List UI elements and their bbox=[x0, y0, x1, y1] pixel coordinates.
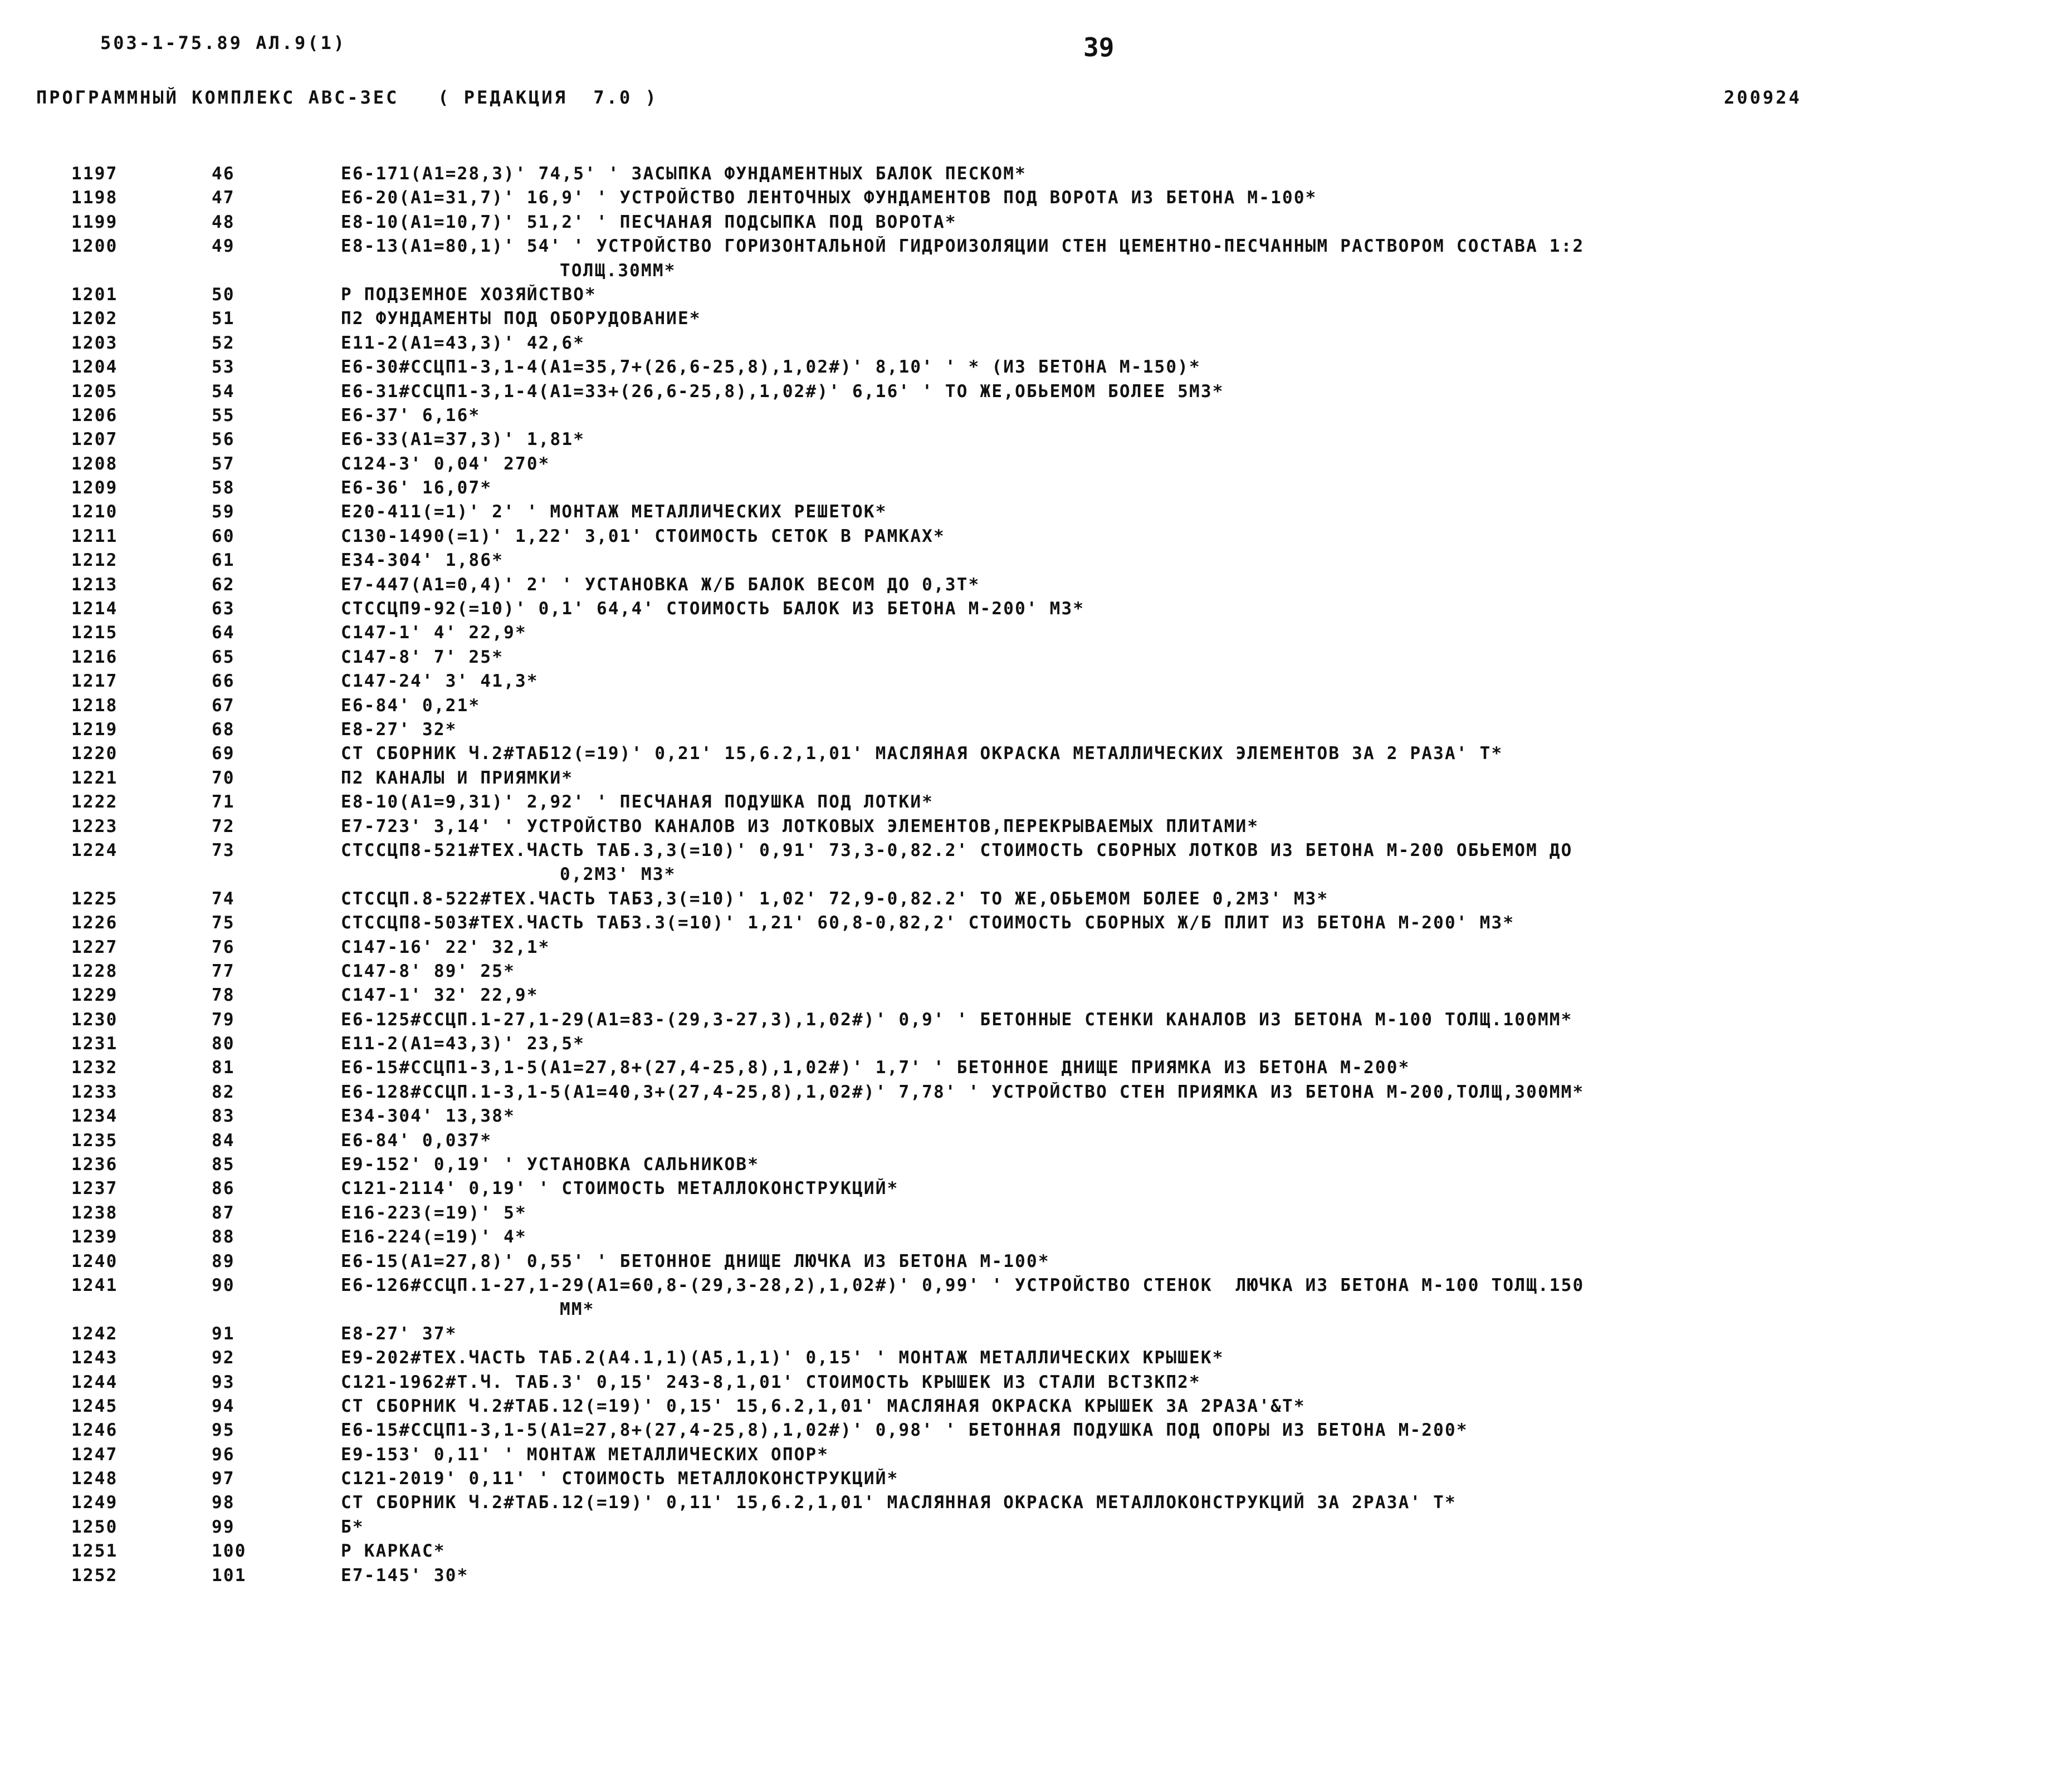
entry-text: С147-1' 4' 22,9* bbox=[341, 623, 527, 643]
listing-row bbox=[0, 1394, 2072, 1418]
entry-text: Е6-171(А1=28,3)' 74,5' ' ЗАСЫПКА ФУНДАМЕНТНЫХ БАЛОК ПЕСКОМ* bbox=[341, 164, 1027, 184]
line-number: 1232 bbox=[71, 1058, 118, 1078]
listing-row bbox=[0, 1490, 2072, 1514]
entry-text: Е6-37' 6,16* bbox=[341, 405, 481, 425]
listing-row bbox=[0, 1152, 2072, 1176]
listing-row bbox=[0, 500, 2072, 523]
line-number: 1197 bbox=[71, 164, 118, 184]
listing-row bbox=[0, 1128, 2072, 1152]
sequence-number: 76 bbox=[212, 937, 235, 957]
line-number: 1235 bbox=[71, 1130, 118, 1151]
line-number: 1246 bbox=[71, 1420, 118, 1441]
sequence-number: 55 bbox=[212, 405, 235, 425]
listing-row bbox=[0, 1176, 2072, 1200]
entry-text: Р ПОДЗЕМНОЕ ХОЗЯЙСТВО* bbox=[341, 284, 597, 305]
listing-row bbox=[0, 1539, 2072, 1563]
entry-text: Е16-223(=19)' 5* bbox=[341, 1202, 527, 1223]
entry-text: Е34-304' 13,38* bbox=[341, 1106, 515, 1127]
listing-row-continuation bbox=[0, 1297, 2072, 1321]
page-number: 39 bbox=[1083, 32, 1115, 62]
line-number: 1244 bbox=[71, 1372, 118, 1392]
entry-text: СТ СБОРНИК Ч.2#ТАБ12(=19)' 0,21' 15,6.2,1,01' МАСЛЯНАЯ ОКРАСКА МЕТАЛЛИЧЕСКИХ ЭЛЕМЕНТОВ ЗА 2 РАЗА' Т* bbox=[341, 743, 1503, 764]
line-number: 1221 bbox=[71, 767, 118, 788]
listing-row bbox=[0, 645, 2072, 669]
line-number: 1222 bbox=[71, 792, 118, 813]
entry-text: П2 КАНАЛЫ И ПРИЯМКИ* bbox=[341, 767, 574, 788]
line-number: 1212 bbox=[71, 550, 118, 571]
sequence-number: 68 bbox=[212, 719, 235, 740]
line-number: 1208 bbox=[71, 453, 118, 474]
listing-row bbox=[0, 911, 2072, 935]
sequence-number: 101 bbox=[212, 1565, 247, 1586]
sequence-number: 97 bbox=[212, 1469, 235, 1489]
sequence-number: 69 bbox=[212, 743, 235, 764]
sequence-number: 84 bbox=[212, 1130, 235, 1151]
listing-row bbox=[0, 1442, 2072, 1466]
entry-text: Е6-15#ССЦП1-3,1-5(А1=27,8+(27,4-25,8),1,02#)' 0,98' ' БЕТОННАЯ ПОДУШКА ПОД ОПОРЫ ИЗ БЕТОНА М-200* bbox=[341, 1420, 1468, 1441]
entry-text: С147-1' 32' 22,9* bbox=[341, 985, 539, 1006]
entry-text: Е8-10(А1=9,31)' 2,92' ' ПЕСЧАНАЯ ПОДУШКА ПОД ЛОТКИ* bbox=[341, 792, 934, 813]
entry-text: Е9-152' 0,19' ' УСТАНОВКА САЛЬНИКОВ* bbox=[341, 1154, 760, 1175]
line-number: 1224 bbox=[71, 840, 118, 860]
sequence-number: 96 bbox=[212, 1444, 235, 1465]
entry-text: С147-8' 7' 25* bbox=[341, 647, 504, 667]
sequence-number: 71 bbox=[212, 792, 235, 813]
listing-row bbox=[0, 814, 2072, 838]
line-number: 1216 bbox=[71, 647, 118, 667]
listing-row bbox=[0, 1515, 2072, 1539]
sequence-number: 77 bbox=[212, 961, 235, 981]
line-number: 1230 bbox=[71, 1009, 118, 1030]
sequence-number: 83 bbox=[212, 1106, 235, 1127]
entry-text: С121-1962#Т.Ч. ТАБ.3' 0,15' 243-8,1,01' СТОИМОСТЬ КРЫШЕК ИЗ СТАЛИ ВСТ3КП2* bbox=[341, 1372, 1201, 1392]
line-number: 1209 bbox=[71, 478, 118, 498]
listing-row-continuation bbox=[0, 862, 2072, 886]
listing-row bbox=[0, 573, 2072, 596]
line-number: 1252 bbox=[71, 1565, 118, 1586]
line-number: 1218 bbox=[71, 695, 118, 716]
sequence-number: 95 bbox=[212, 1420, 235, 1441]
sequence-number: 86 bbox=[212, 1178, 235, 1199]
line-number: 1237 bbox=[71, 1178, 118, 1199]
sequence-number: 88 bbox=[212, 1227, 235, 1247]
entry-text: Е6-36' 16,07* bbox=[341, 478, 492, 498]
listing-row bbox=[0, 1007, 2072, 1031]
entry-continuation-text: ТОЛЩ.30ММ* bbox=[560, 260, 676, 281]
listing-row bbox=[0, 210, 2072, 234]
sequence-number: 67 bbox=[212, 695, 235, 716]
line-number: 1248 bbox=[71, 1469, 118, 1489]
line-number: 1251 bbox=[71, 1541, 118, 1562]
entry-text: Е9-202#ТЕХ.ЧАСТЬ ТАБ.2(А4.1,1)(А5,1,1)' 0,15' ' МОНТАЖ МЕТАЛЛИЧЕСКИХ КРЫШЕК* bbox=[341, 1348, 1224, 1368]
entry-text: Е11-2(А1=43,3)' 42,6* bbox=[341, 332, 585, 353]
entry-text: Е6-15(А1=27,8)' 0,55' ' БЕТОННОЕ ДНИЩЕ ЛЮЧКА ИЗ БЕТОНА М-100* bbox=[341, 1251, 1050, 1271]
listing-row bbox=[0, 1225, 2072, 1249]
listing-row bbox=[0, 1563, 2072, 1587]
sequence-number: 85 bbox=[212, 1154, 235, 1175]
line-number: 1242 bbox=[71, 1323, 118, 1344]
listing-row bbox=[0, 935, 2072, 959]
entry-text: Е6-128#ССЦП.1-3,1-5(А1=40,3+(27,4-25,8),1,02#)' 7,78' ' УСТРОЙСТВО СТЕН ПРИЯМКА ИЗ БЕТОНА М-200,ТОЛЩ,300ММ* bbox=[341, 1082, 1585, 1102]
sequence-number: 62 bbox=[212, 574, 235, 595]
listing-row bbox=[0, 1418, 2072, 1442]
entry-text: Е16-224(=19)' 4* bbox=[341, 1227, 527, 1247]
entry-text: С130-1490(=1)' 1,22' 3,01' СТОИМОСТЬ СЕТОК В РАМКАХ* bbox=[341, 526, 945, 546]
entry-continuation-text: ММ* bbox=[560, 1299, 595, 1320]
listing-row bbox=[0, 355, 2072, 379]
entry-text: Е8-27' 32* bbox=[341, 719, 457, 740]
listing-row bbox=[0, 766, 2072, 790]
entry-text: СТССЦП8-503#ТЕХ.ЧАСТЬ ТАБ3.3(=10)' 1,21' 60,8-0,82,2' СТОИМОСТЬ СБОРНЫХ Ж/Б ПЛИТ ИЗ БЕТОНА М-200' М3* bbox=[341, 913, 1515, 933]
entry-text: Е8-10(А1=10,7)' 51,2' ' ПЕСЧАНАЯ ПОДСЫПКА ПОД ВОРОТА* bbox=[341, 212, 957, 232]
line-number: 1207 bbox=[71, 429, 118, 450]
entry-text: СТ СБОРНИК Ч.2#ТАБ.12(=19)' 0,11' 15,6.2,1,01' МАСЛЯННАЯ ОКРАСКА МЕТАЛЛОКОНСТРУКЦИЙ ЗА 2РАЗА' Т* bbox=[341, 1493, 1457, 1513]
line-number: 1236 bbox=[71, 1154, 118, 1175]
sequence-number: 58 bbox=[212, 478, 235, 498]
entry-text: Е34-304' 1,86* bbox=[341, 550, 504, 571]
line-number: 1240 bbox=[71, 1251, 118, 1271]
entry-text: Е6-125#ССЦП.1-27,1-29(А1=83-(29,3-27,3),1,02#)' 0,9' ' БЕТОННЫЕ СТЕНКИ КАНАЛОВ ИЗ БЕТОНА М-100 ТОЛЩ.100ММ* bbox=[341, 1009, 1573, 1030]
entry-text: Е6-30#ССЦП1-3,1-4(А1=35,7+(26,6-25,8),1,02#)' 8,10' ' * (ИЗ БЕТОНА М-150)* bbox=[341, 357, 1201, 378]
listing-row bbox=[0, 1249, 2072, 1273]
sequence-number: 54 bbox=[212, 381, 235, 402]
entry-text: Е7-145' 30* bbox=[341, 1565, 469, 1586]
entry-text: С147-8' 89' 25* bbox=[341, 961, 515, 981]
listing-row bbox=[0, 1370, 2072, 1394]
line-number: 1234 bbox=[71, 1106, 118, 1127]
listing-row bbox=[0, 838, 2072, 862]
listing-row bbox=[0, 427, 2072, 451]
sequence-number: 48 bbox=[212, 212, 235, 232]
document-code: 503-1-75.89 АЛ.9(1) bbox=[100, 32, 347, 53]
line-number: 1229 bbox=[71, 985, 118, 1006]
entry-continuation-text: 0,2М3' М3* bbox=[560, 864, 676, 885]
listing-row bbox=[0, 983, 2072, 1007]
listing-row bbox=[0, 620, 2072, 644]
line-number: 1228 bbox=[71, 961, 118, 981]
listing-row bbox=[0, 162, 2072, 185]
entry-text: Е6-31#ССЦП1-3,1-4(А1=33+(26,6-25,8),1,02#)' 6,16' ' ТО ЖЕ,ОБЬЕМОМ БОЛЕЕ 5М3* bbox=[341, 381, 1224, 402]
line-number: 1213 bbox=[71, 574, 118, 595]
sequence-number: 49 bbox=[212, 236, 235, 257]
listing-row bbox=[0, 234, 2072, 258]
sequence-number: 65 bbox=[212, 647, 235, 667]
sequence-number: 52 bbox=[212, 332, 235, 353]
sequence-number: 92 bbox=[212, 1348, 235, 1368]
line-number: 1206 bbox=[71, 405, 118, 425]
listing-row bbox=[0, 887, 2072, 911]
sequence-number: 90 bbox=[212, 1275, 235, 1295]
line-number: 1233 bbox=[71, 1082, 118, 1102]
entry-text: Е7-447(А1=0,4)' 2' ' УСТАНОВКА Ж/Б БАЛОК ВЕСОМ ДО 0,3Т* bbox=[341, 574, 980, 595]
listing-row bbox=[0, 403, 2072, 427]
listing-row bbox=[0, 669, 2072, 693]
listing-row bbox=[0, 1104, 2072, 1128]
sequence-number: 80 bbox=[212, 1034, 235, 1054]
sequence-number: 87 bbox=[212, 1202, 235, 1223]
sequence-number: 59 bbox=[212, 502, 235, 522]
listing-row bbox=[0, 524, 2072, 548]
entry-text: П2 ФУНДАМЕНТЫ ПОД ОБОРУДОВАНИЕ* bbox=[341, 309, 701, 329]
listing-row bbox=[0, 790, 2072, 814]
sequence-number: 93 bbox=[212, 1372, 235, 1392]
listing-row bbox=[0, 548, 2072, 572]
line-number: 1217 bbox=[71, 671, 118, 692]
sequence-number: 61 bbox=[212, 550, 235, 571]
listing-row bbox=[0, 282, 2072, 306]
line-number: 1227 bbox=[71, 937, 118, 957]
listing-row bbox=[0, 331, 2072, 355]
entry-text: СТССЦП9-92(=10)' 0,1' 64,4' СТОИМОСТЬ БАЛОК ИЗ БЕТОНА М-200' М3* bbox=[341, 599, 1085, 619]
listing-row-continuation bbox=[0, 258, 2072, 282]
entry-text: Е8-27' 37* bbox=[341, 1323, 457, 1344]
sequence-number: 94 bbox=[212, 1396, 235, 1416]
sequence-number: 53 bbox=[212, 357, 235, 378]
listing-row bbox=[0, 1322, 2072, 1346]
sequence-number: 51 bbox=[212, 309, 235, 329]
sequence-number: 60 bbox=[212, 526, 235, 546]
entry-text: С147-16' 22' 32,1* bbox=[341, 937, 550, 957]
sequence-number: 56 bbox=[212, 429, 235, 450]
entry-text: СТССЦП.8-522#ТЕХ.ЧАСТЬ ТАБ3,3(=10)' 1,02' 72,9-0,82.2' ТО ЖЕ,ОБЬЕМОМ БОЛЕЕ 0,2М3' М3* bbox=[341, 888, 1329, 909]
entry-text: Е6-33(А1=37,3)' 1,81* bbox=[341, 429, 585, 450]
sequence-number: 78 bbox=[212, 985, 235, 1006]
listing-row bbox=[0, 717, 2072, 741]
sequence-number: 64 bbox=[212, 623, 235, 643]
line-number: 1205 bbox=[71, 381, 118, 402]
line-number: 1238 bbox=[71, 1202, 118, 1223]
line-number: 1239 bbox=[71, 1227, 118, 1247]
sequence-number: 63 bbox=[212, 599, 235, 619]
entry-text: Е9-153' 0,11' ' МОНТАЖ МЕТАЛЛИЧЕСКИХ ОПОР* bbox=[341, 1444, 829, 1465]
entry-text: Е20-411(=1)' 2' ' МОНТАЖ МЕТАЛЛИЧЕСКИХ РЕШЕТОК* bbox=[341, 502, 887, 522]
line-number: 1250 bbox=[71, 1516, 118, 1537]
sequence-number: 72 bbox=[212, 816, 235, 836]
entry-text: С124-3' 0,04' 270* bbox=[341, 453, 550, 474]
listing-row bbox=[0, 185, 2072, 209]
line-number: 1214 bbox=[71, 599, 118, 619]
listing-row bbox=[0, 1273, 2072, 1297]
listing-row bbox=[0, 959, 2072, 983]
listing-row bbox=[0, 476, 2072, 500]
line-number: 1202 bbox=[71, 309, 118, 329]
sequence-number: 99 bbox=[212, 1516, 235, 1537]
sequence-number: 75 bbox=[212, 913, 235, 933]
run-id: 200924 bbox=[1724, 87, 1802, 108]
line-number: 1201 bbox=[71, 284, 118, 305]
listing-row bbox=[0, 306, 2072, 330]
line-number: 1215 bbox=[71, 623, 118, 643]
sequence-number: 100 bbox=[212, 1541, 247, 1562]
listing-row bbox=[0, 596, 2072, 620]
line-number: 1225 bbox=[71, 888, 118, 909]
line-number: 1203 bbox=[71, 332, 118, 353]
line-number: 1204 bbox=[71, 357, 118, 378]
listing-row bbox=[0, 741, 2072, 765]
sequence-number: 79 bbox=[212, 1009, 235, 1030]
line-number: 1219 bbox=[71, 719, 118, 740]
entry-text: С121-2114' 0,19' ' СТОИМОСТЬ МЕТАЛЛОКОНСТРУКЦИЙ* bbox=[341, 1178, 899, 1199]
listing-row bbox=[0, 1080, 2072, 1104]
entry-text: Е6-15#ССЦП1-3,1-5(А1=27,8+(27,4-25,8),1,02#)' 1,7' ' БЕТОННОЕ ДНИЩЕ ПРИЯМКА ИЗ БЕТОНА М-200* bbox=[341, 1058, 1410, 1078]
sequence-number: 70 bbox=[212, 767, 235, 788]
line-number: 1241 bbox=[71, 1275, 118, 1295]
entry-text: Б* bbox=[341, 1516, 364, 1537]
sequence-number: 74 bbox=[212, 888, 235, 909]
line-number: 1231 bbox=[71, 1034, 118, 1054]
sequence-number: 73 bbox=[212, 840, 235, 860]
line-number: 1220 bbox=[71, 743, 118, 764]
sequence-number: 47 bbox=[212, 188, 235, 208]
entry-text: С121-2019' 0,11' ' СТОИМОСТЬ МЕТАЛЛОКОНСТРУКЦИЙ* bbox=[341, 1469, 899, 1489]
listing-row bbox=[0, 1055, 2072, 1079]
sequence-number: 82 bbox=[212, 1082, 235, 1102]
listing-row bbox=[0, 1201, 2072, 1225]
entry-text: Е11-2(А1=43,3)' 23,5* bbox=[341, 1034, 585, 1054]
sequence-number: 89 bbox=[212, 1251, 235, 1271]
entry-text: Е6-84' 0,037* bbox=[341, 1130, 492, 1151]
line-number: 1200 bbox=[71, 236, 118, 257]
listing-row bbox=[0, 1466, 2072, 1490]
listing-row bbox=[0, 693, 2072, 717]
listing-row bbox=[0, 1346, 2072, 1369]
entry-text: СТ СБОРНИК Ч.2#ТАБ.12(=19)' 0,15' 15,6.2,1,01' МАСЛЯНАЯ ОКРАСКА КРЫШЕК ЗА 2РАЗА'&Т* bbox=[341, 1396, 1306, 1416]
entry-text: Е6-126#ССЦП.1-27,1-29(А1=60,8-(29,3-28,2),1,02#)' 0,99' ' УСТРОЙСТВО СТЕНОК ЛЮЧКА ИЗ БЕТОНА М-100 ТОЛЩ.150 bbox=[341, 1275, 1585, 1295]
line-number: 1226 bbox=[71, 913, 118, 933]
listing-body bbox=[0, 162, 2072, 1587]
entry-text: Е7-723' 3,14' ' УСТРОЙСТВО КАНАЛОВ ИЗ ЛОТКОВЫХ ЭЛЕМЕНТОВ,ПЕРЕКРЫВАЕМЫХ ПЛИТАМИ* bbox=[341, 816, 1259, 836]
line-number: 1198 bbox=[71, 188, 118, 208]
entry-text: Е6-20(А1=31,7)' 16,9' ' УСТРОЙСТВО ЛЕНТОЧНЫХ ФУНДАМЕНТОВ ПОД ВОРОТА ИЗ БЕТОНА М-100* bbox=[341, 188, 1317, 208]
sequence-number: 66 bbox=[212, 671, 235, 692]
entry-text: Е6-84' 0,21* bbox=[341, 695, 481, 716]
line-number: 1243 bbox=[71, 1348, 118, 1368]
entry-text: СТССЦП8-521#ТЕХ.ЧАСТЬ ТАБ.3,3(=10)' 0,91' 73,3-0,82.2' СТОИМОСТЬ СБОРНЫХ ЛОТКОВ ИЗ БЕТОНА М-200 ОБЬЕМОМ ДО bbox=[341, 840, 1573, 860]
entry-text: Е8-13(А1=80,1)' 54' ' УСТРОЙСТВО ГОРИЗОНТАЛЬНОЙ ГИДРОИЗОЛЯЦИИ СТЕН ЦЕМЕНТНО-ПЕСЧАННЫМ РАСТВОРОМ СОСТАВА 1:2 bbox=[341, 236, 1585, 257]
line-number: 1245 bbox=[71, 1396, 118, 1416]
sequence-number: 46 bbox=[212, 164, 235, 184]
sequence-number: 91 bbox=[212, 1323, 235, 1344]
line-number: 1223 bbox=[71, 816, 118, 836]
listing-row bbox=[0, 379, 2072, 403]
line-number: 1210 bbox=[71, 502, 118, 522]
line-number: 1247 bbox=[71, 1444, 118, 1465]
entry-text: Р КАРКАС* bbox=[341, 1541, 446, 1562]
line-number: 1211 bbox=[71, 526, 118, 546]
line-number: 1199 bbox=[71, 212, 118, 232]
sequence-number: 50 bbox=[212, 284, 235, 305]
entry-text: С147-24' 3' 41,3* bbox=[341, 671, 539, 692]
sequence-number: 98 bbox=[212, 1493, 235, 1513]
listing-row bbox=[0, 1031, 2072, 1055]
listing-row bbox=[0, 452, 2072, 476]
sequence-number: 81 bbox=[212, 1058, 235, 1078]
line-number: 1249 bbox=[71, 1493, 118, 1513]
program-title: ПРОГРАММНЫЙ КОМПЛЕКС АВС-3ЕС ( РЕДАКЦИЯ 7.0 ) bbox=[36, 87, 658, 108]
sequence-number: 57 bbox=[212, 453, 235, 474]
